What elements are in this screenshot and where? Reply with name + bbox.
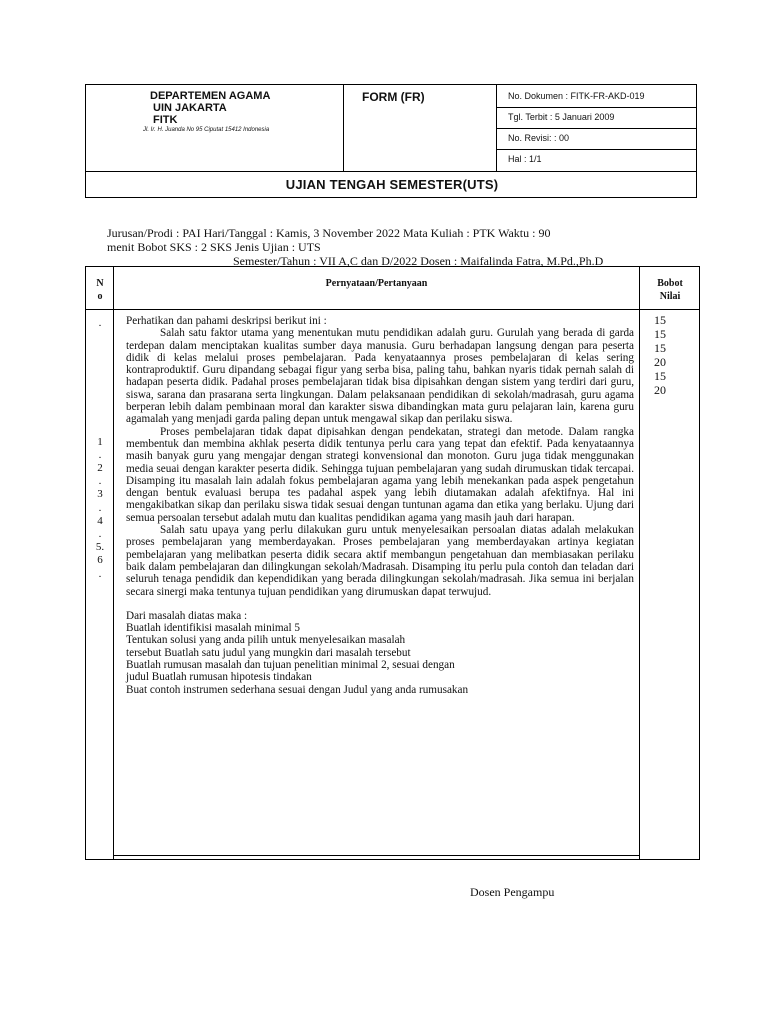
score-value: 15 bbox=[654, 327, 666, 341]
issue-date: Tgl. Terbit : 5 Januari 2009 bbox=[508, 112, 615, 122]
score-value: 15 bbox=[654, 341, 666, 355]
header-divider bbox=[496, 128, 697, 129]
institution-address: Jl. Ir. H. Juanda No 95 Ciputat 15412 Indonesia bbox=[143, 127, 270, 133]
question-content bbox=[126, 315, 634, 696]
task-item: Buat contoh instrumen sederhana sesuai dengan Judul yang anda rumusakan bbox=[126, 683, 469, 696]
signature-label: Dosen Pengampu bbox=[470, 885, 555, 899]
header-divider bbox=[86, 171, 696, 172]
column-header-score: Bobot Nilai bbox=[657, 278, 683, 302]
exam-info bbox=[107, 226, 701, 268]
task-item: Buatlah rumusan masalah dan tujuan penelitian minimal 2, sesuai dengan bbox=[126, 659, 455, 672]
exam-info-line: menit Bobot SKS : 2 SKS Jenis Ujian : UTS bbox=[107, 240, 321, 254]
task-item: Buatlah identifikisi masalah minimal 5 bbox=[126, 622, 300, 635]
paragraph-2: Proses pembelajaran tidak dapat dipisahkan dengan pendekatan, strategi dan metode. Dalam rangka membentuk dan membina akhlak peserta didik tentunya perlu cara yang tepat dan efektif. Pada kenyataannya masih banyak guru yang mengajar dengan strategi konvensional dan monoton. Guru juga tidak menggunakan media seuai dengan karakter peserta didik. Sehingga tujuan pembelajaran yang sudah dirumuskan tidak tercapai. Disamping itu masalah lain adalah fokus pembelajaran agama yang lebih menekankan pada aspek pengetahun dengan bentuk evaluasi berupa tes padahal aspek yang lebih diutamakan adalah afektifnya. Hal ini mengakibatkan sikap dan perilaku siswa tidak sesuai dengan tuntunan agama dan etika yang berlaku. Ujung dari semua persoalan tersebut adalah mutu dan kualitas pendidikan agama yang masih jauh dari harapan. bbox=[126, 425, 634, 524]
inner-border bbox=[113, 855, 640, 856]
inner-border bbox=[639, 315, 640, 855]
page-number: Hal : 1/1 bbox=[508, 154, 542, 164]
question-table bbox=[85, 266, 700, 860]
spacer bbox=[126, 598, 634, 610]
question-number: 2 bbox=[97, 462, 103, 475]
score-list bbox=[654, 313, 666, 397]
question-number: 5. bbox=[95, 541, 105, 554]
form-title: FORM (FR) bbox=[362, 90, 425, 104]
score-value: 20 bbox=[654, 355, 666, 369]
header-row-divider bbox=[86, 309, 699, 310]
header-divider bbox=[496, 149, 697, 150]
inner-border bbox=[113, 315, 114, 855]
tasks-intro: Dari masalah diatas maka : bbox=[126, 609, 248, 622]
question-number: 6 bbox=[97, 554, 103, 567]
revision-number: No. Revisi: : 00 bbox=[508, 133, 570, 143]
university-line: UIN JAKARTA bbox=[153, 102, 227, 114]
department-line: DEPARTEMEN AGAMA bbox=[150, 90, 271, 102]
exam-title: UJIAN TENGAH SEMESTER(UTS) bbox=[285, 177, 499, 192]
question-number: 1 bbox=[97, 435, 103, 448]
task-item: tersebut Buatlah satu judul yang mungkin dari masalah tersebut bbox=[126, 646, 411, 659]
paragraph-3: Salah satu upaya yang perlu dilakukan guru untuk menyelesaikan persoalan diatas adalah melakukan proses pembelajaran yang memberdayakan. Proses pembelajaran yang memberdayakan artinya kegiatan pembelajaran yang melibatkan peserta didik secara aktif membangun pengetahuan dan membiasakan perilaku baik dalam pembelajaran dan dilingkungan sekolah/Madrasah. Disamping itu perlu pula contoh dan teladan dari seluruh tenaga pendidik dan kependidikan yang berada dilingkungan sekolah/madrasah. Jika semua ini berjalan secara sinergi maka tentunya tujuan pendidikan yang dirumuskan dapat terwujud. bbox=[126, 524, 634, 598]
exam-info-line: Jurusan/Prodi : PAI Hari/Tanggal : Kamis, 3 November 2022 Mata Kuliah : PTK Waktu : 90 bbox=[107, 226, 551, 240]
question-numbers: . 1 . 2 . 3 . 4 . 5. 6 . bbox=[93, 317, 107, 581]
document-header bbox=[85, 84, 697, 198]
faculty-line: FITK bbox=[153, 114, 178, 126]
task-item: Tentukan solusi yang anda pilih untuk menyelesaikan masalah bbox=[126, 634, 406, 647]
exam-info-line: Semester/Tahun : VII A,C dan D/2022 Dosen : Maifalinda Fatra, M.Pd.,Ph.D bbox=[233, 254, 604, 268]
score-value: 15 bbox=[654, 313, 666, 327]
question-number: 4 bbox=[97, 514, 103, 527]
document-number: No. Dokumen : FITK-FR-AKD-019 bbox=[508, 91, 645, 101]
task-item: judul Buatlah rumusan hipotesis tindakan bbox=[126, 671, 312, 684]
column-header-no: N o bbox=[96, 278, 104, 302]
institution-name bbox=[150, 90, 270, 126]
header-divider bbox=[496, 107, 697, 108]
question-number: . bbox=[98, 317, 102, 329]
instruction-text: Perhatikan dan pahami deskripsi berikut ini : bbox=[126, 315, 327, 327]
question-number: 3 bbox=[97, 488, 103, 501]
column-header-question: Pernyataan/Pertanyaan bbox=[325, 278, 428, 289]
score-value: 15 bbox=[654, 369, 666, 383]
paragraph-1: Salah satu faktor utama yang menentukan mutu pendidikan adalah guru. Gurulah yang berada di garda terdepan dalam menciptakan kualitas sumber daya manusia. Guru berhadapan langsung dengan para peserta didik di kelas melalui proses pembelajaran. Pada kenyataannya proses pembelajaran di kelas sering kontraproduktif. Guru dipandang sebagai figur yang serba bisa, paling tahu, bahkan nyaris tidak pernah salah di hadapan peserta didik. Padahal proses pembelajaran tidak bisa dipisahkan dengan sistem yang terdiri dari guru, siswa, sarana dan prasarana serta lingkungan. Dalam pelaksanaan pendidikan di sekolah/madrasah, guru agama berperan lebih dalam pembinaan moral dan karakter siswa dibandingkan mata guru pelajaran lain, karena guru agamalah yang menjadi garda paling depan untuk mengawal sikap dan perilaku siswa. bbox=[126, 327, 634, 426]
header-divider bbox=[343, 85, 344, 171]
score-value: 20 bbox=[654, 383, 666, 397]
